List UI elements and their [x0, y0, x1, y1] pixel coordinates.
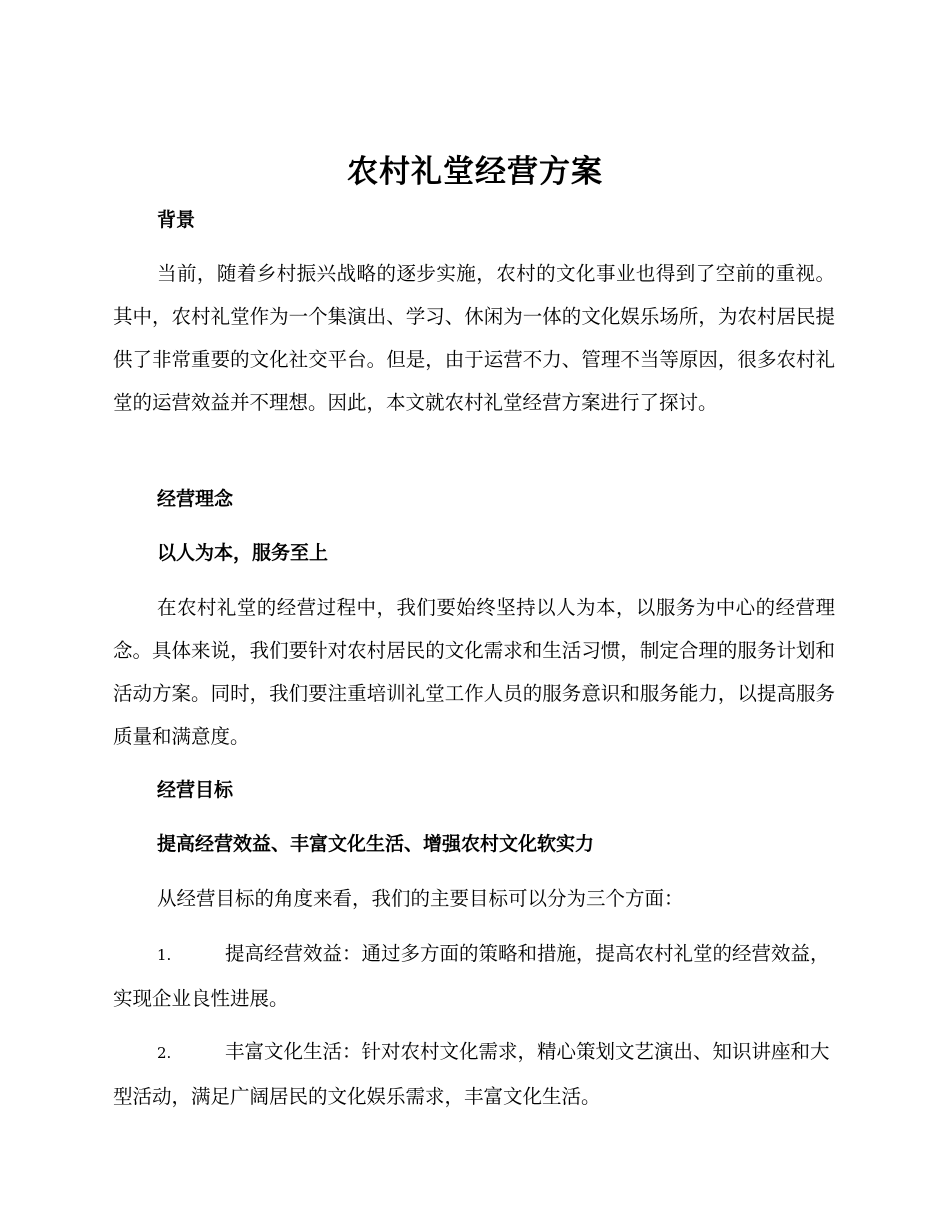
list-item: [113, 932, 835, 1020]
list-item-text: 丰富文化生活：针对农村文化需求，精心策划文艺演出、知识讲座和大型活动，满足广阔居民的文化娱乐需求，丰富文化生活。: [113, 1040, 830, 1108]
list-item-text: 提高经营效益：通过多方面的策略和措施，提高农村礼堂的经营效益，实现企业良性进展。: [113, 942, 830, 1010]
subheading-goals: 提高经营效益、丰富文化生活、增强农村文化软实力: [157, 833, 595, 855]
section-heading-philosophy: 经营理念: [157, 488, 234, 510]
list-item: [113, 1030, 835, 1118]
document-title: 农村礼堂经营方案: [347, 154, 603, 190]
list-item-number: 2.: [157, 1044, 172, 1062]
paragraph-philosophy: 在农村礼堂的经营过程中，我们要始终坚持以人为本，以服务为中心的经营理念。具体来说，我们要针对农村居民的文化需求和生活习惯，制定合理的服务计划和活动方案。同时，我们要注重培训礼堂工作人员的服务意识和服务能力，以提高服务质量和满意度。: [113, 596, 835, 748]
section-heading-goals: 经营目标: [157, 779, 234, 801]
paragraph-goals-intro: 从经营目标的角度来看，我们的主要目标可以分为三个方面：: [157, 887, 684, 910]
paragraph-background: 当前，随着乡村振兴战略的逐步实施，农村的文化事业也得到了空前的重视。其中，农村礼堂作为一个集演出、学习、休闲为一体的文化娱乐场所，为农村居民提供了非常重要的文化社交平台。但是，由于运营不力、管理不当等原因，很多农村礼堂的运营效益并不理想。因此，本文就农村礼堂经营方案进行了探讨。: [113, 262, 835, 414]
subheading-philosophy: 以人为本，服务至上: [157, 542, 329, 564]
section-heading-background: 背景: [157, 209, 196, 231]
list-item-number: 1.: [157, 946, 172, 964]
